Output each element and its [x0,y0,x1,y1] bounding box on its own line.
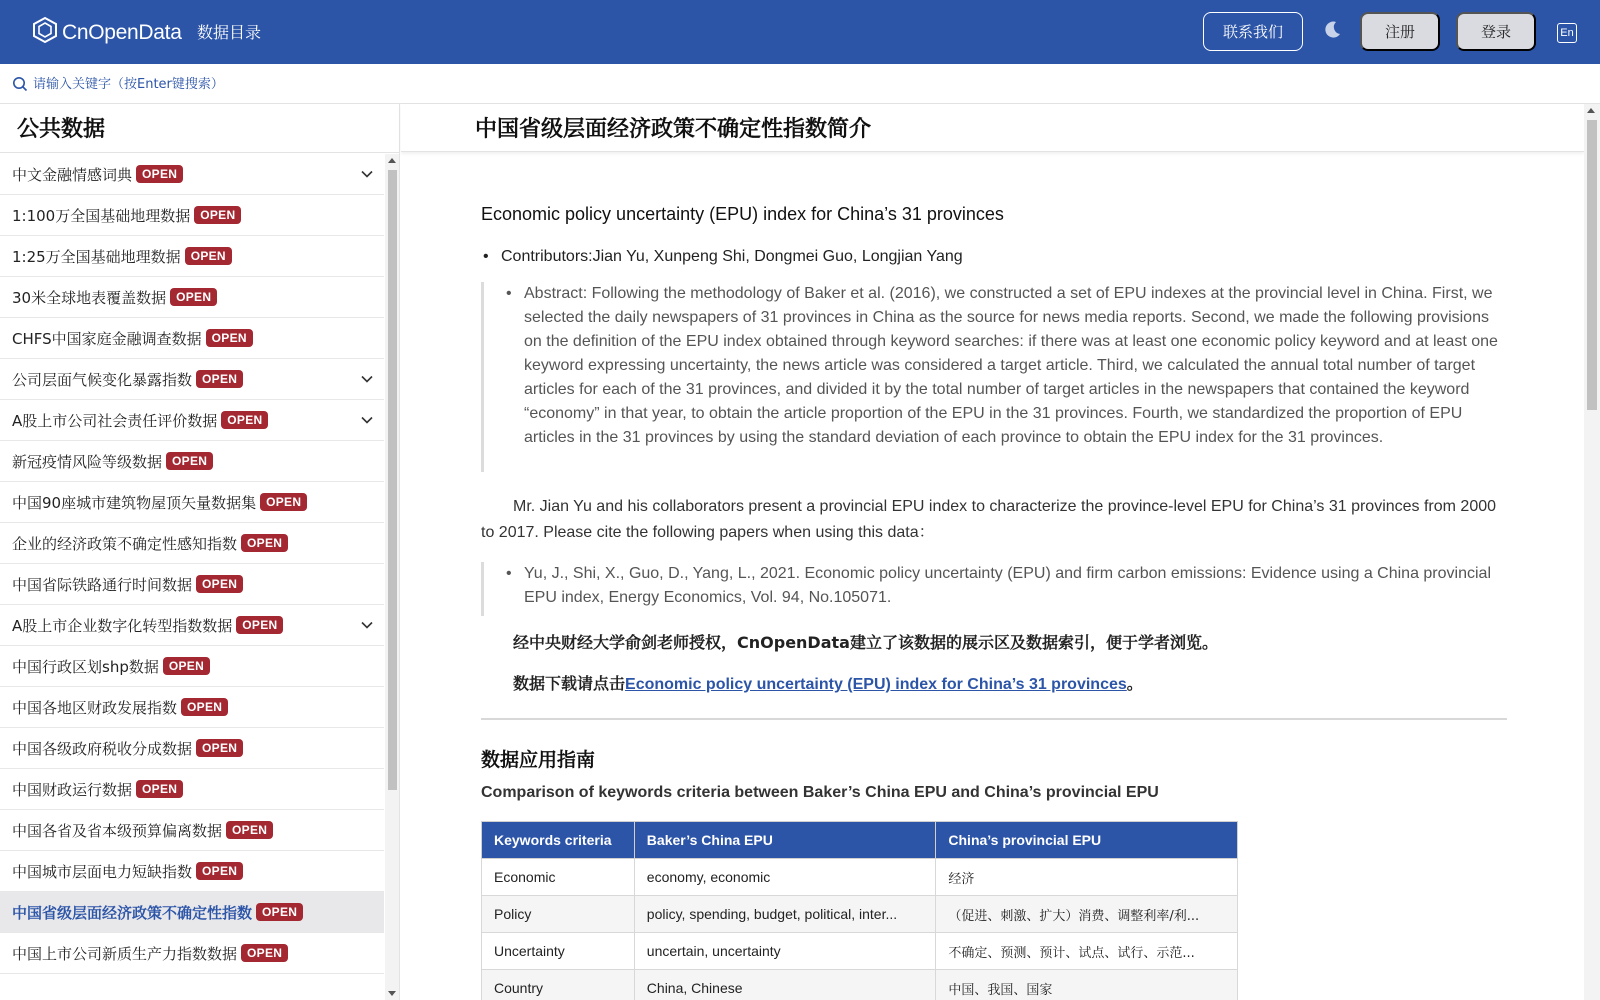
sidebar-item[interactable] [0,769,384,810]
download-link[interactable]: Economic policy uncertainty (EPU) index for China’s 31 provinces [625,676,1127,693]
column-header: China’s provincial EPU [936,822,1238,859]
sidebar-item-label: CHFS中国家庭金融调查数据 [12,329,202,348]
open-badge: OPEN [163,657,210,675]
sidebar-item[interactable] [0,892,384,933]
open-badge: OPEN [196,575,243,593]
table-cell: 中国、我国、国家 [936,970,1238,1000]
sidebar-item-label: 中国行政区划shp数据 [12,657,159,676]
contributors: • Contributors:Jian Yu, Xunpeng Shi, Dongmei Guo, Longjian Yang [501,248,963,266]
main-scrollbar[interactable] [1584,104,1600,1000]
sidebar-item-label: 中国省级层面经济政策不确定性指数 [12,903,253,922]
abstract-quote [481,282,1507,472]
sidebar-item-label: A股上市企业数字化转型指数数据 [12,616,233,635]
citation-text: Yu, J., Shi, X., Guo, D., Yang, L., 2021. Economic policy uncertainty (EPU) and firm carbon emissions: Evidence using a China provincial EPU index, Energy Economics, Vol. 94, No.105071. [524,565,1491,606]
nav-data-catalog[interactable]: 数据目录 [197,23,262,42]
open-badge: OPEN [241,534,288,552]
bullet: • [506,565,512,582]
divider [0,152,400,153]
open-badge: OPEN [170,288,217,306]
main-scroll-thumb[interactable] [1587,120,1597,410]
sidebar-item-label: 中国各地区财政发展指数 [12,698,178,717]
login-button[interactable]: 登录 [1456,12,1536,51]
sidebar-item-label: 企业的经济政策不确定性感知指数 [12,534,238,553]
contact-us-button[interactable]: 联系我们 [1203,12,1303,51]
open-badge: OPEN [260,493,307,511]
hexagon-logo-icon [32,16,58,49]
open-badge: OPEN [236,616,283,634]
sidebar-item-label: 中国90座城市建筑物屋顶矢量数据集 [12,493,257,512]
table-cell: Policy [482,896,635,933]
dark-mode-moon-icon[interactable] [1321,19,1343,46]
sidebar-item-label: 中国城市层面电力短缺指数 [12,862,193,881]
sidebar-scrollbar[interactable] [385,154,399,1000]
open-badge: OPEN [241,944,288,962]
sidebar-item-label: 中国财政运行数据 [12,780,133,799]
sidebar-item-label: 中文金融情感词典 [12,165,133,184]
sidebar-item[interactable] [0,441,384,482]
table-cell: 经济 [936,859,1238,896]
language-toggle[interactable]: En [1557,23,1577,43]
sidebar-item-label: 中国各级政府税收分成数据 [12,739,193,758]
sidebar-item[interactable] [0,523,384,564]
comparison-title: Comparison of keywords criteria between Baker’s China EPU and China’s provincial EPU [481,784,1159,801]
sidebar-item-label: 中国各省及省本级预算偏离数据 [12,821,223,840]
bullet: • [506,285,512,302]
authorization-note: 经中央财经大学俞剑老师授权，CnOpenData建立了该数据的展示区及数据索引，便于学者浏览。 [513,633,1218,652]
table-cell: （促进、刺激、扩大）消费、调整利率/利... [936,896,1238,933]
open-badge: OPEN [166,452,213,470]
table-cell: Country [482,970,635,1000]
download-suffix: 。 [1126,674,1143,693]
sidebar-item[interactable] [0,154,384,195]
table-cell: Uncertainty [482,933,635,970]
open-badge: OPEN [226,821,273,839]
sidebar-item[interactable] [0,646,384,687]
sidebar-scroll-thumb[interactable] [388,170,397,790]
open-badge: OPEN [221,411,268,429]
search-icon [12,76,28,97]
download-line [513,671,1143,694]
column-header: Keywords criteria [482,822,635,859]
sidebar-item[interactable] [0,933,384,974]
table-cell: Economic [482,859,635,896]
scroll-up-icon[interactable] [388,158,396,163]
register-button[interactable]: 注册 [1360,12,1440,51]
sidebar-item[interactable] [0,236,384,277]
sidebar-item[interactable] [0,195,384,236]
sidebar-title: 公共数据 [17,117,106,142]
sidebar-item-label: 1:25万全国基础地理数据 [12,247,181,266]
table-row [482,933,1238,970]
sidebar [0,104,400,1000]
table-row [482,859,1238,896]
open-badge: OPEN [194,206,241,224]
sidebar-item[interactable] [0,482,384,523]
sidebar-list [0,154,384,1000]
search-bar [0,64,1600,104]
table-cell: uncertain, uncertainty [634,933,936,970]
sidebar-item[interactable] [0,277,384,318]
table-row [482,896,1238,933]
sidebar-item-label: 公司层面气候变化暴露指数 [12,370,193,389]
download-prefix: 数据下载请点击 [513,674,626,693]
sidebar-item-label: 1:100万全国基础地理数据 [12,206,191,225]
table-cell: 不确定、预测、预计、试点、试行、示范... [936,933,1238,970]
open-badge: OPEN [196,862,243,880]
sidebar-item-label: 30米全球地表覆盖数据 [12,288,167,307]
description-paragraph: Mr. Jian Yu and his collaborators present a provincial EPU index to characterize the province-level EPU for China’s 31 provinces from 2000 to 2017. Please cite the following papers when using this data： [481,498,1497,541]
brand-logo[interactable] [32,16,182,49]
sidebar-item[interactable] [0,851,384,892]
open-badge: OPEN [136,780,183,798]
open-badge: OPEN [136,165,183,183]
sidebar-item[interactable] [0,605,384,646]
open-badge: OPEN [256,903,303,921]
table-row [482,970,1238,1000]
open-badge: OPEN [181,698,228,716]
article-content [481,152,1507,1000]
sidebar-item[interactable] [0,318,384,359]
search-input[interactable] [33,72,633,96]
table-cell: China, Chinese [634,970,936,1000]
article-heading: Economic policy uncertainty (EPU) index for China’s 31 provinces [481,204,1004,224]
open-badge: OPEN [196,739,243,757]
top-navbar [0,0,1600,64]
chevron-down-icon[interactable] [360,372,374,391]
sidebar-item-label: 新冠疫情风险等级数据 [12,452,163,471]
chevron-down-icon[interactable] [360,167,374,186]
chevron-down-icon[interactable] [360,618,374,637]
sidebar-item-label: 中国省际铁路通行时间数据 [12,575,193,594]
scroll-down-icon[interactable] [388,991,396,996]
sidebar-item[interactable] [0,810,384,851]
table-cell: policy, spending, budget, political, inter... [634,896,936,933]
guide-title: 数据应用指南 [481,749,596,771]
scroll-up-icon[interactable] [1587,108,1595,113]
citation-quote [481,562,1507,616]
open-badge: OPEN [185,247,232,265]
main-header [401,104,1584,152]
table-cell: economy, economic [634,859,936,896]
sidebar-item[interactable] [0,728,384,769]
sidebar-item-label: 中国上市公司新质生产力指数数据 [12,944,238,963]
sidebar-item[interactable] [0,359,384,400]
brand-name: CnOpenData [62,20,182,44]
sidebar-item[interactable] [0,400,384,441]
table-header-row [482,822,1238,859]
sidebar-item[interactable] [0,687,384,728]
divider [481,718,1507,720]
open-badge: OPEN [206,329,253,347]
sidebar-item[interactable] [0,564,384,605]
page-title: 中国省级层面经济政策不确定性指数简介 [475,117,872,142]
open-badge: OPEN [196,370,243,388]
keywords-table [481,821,1238,1000]
sidebar-item-label: A股上市公司社会责任评价数据 [12,411,218,430]
abstract-text: Abstract: Following the methodology of Baker et al. (2016), we constructed a set of EPU indexes at the provincial level in China. First, we selected the daily newspapers of 31 provinces in China as the source for news media reports. Second, we made the following provisions on the definition of the EPU index obtained through keyword searches: if there was at least one economic policy keyword and at least one keyword expressing uncertainty, the news article was considered a target article. Third, we calculated the annual total number of target articles for each of the 31 provinces, and divided it by the total number of target articles in the newspapers that contained the keyword “economy” in that year, to obtain the article proportion of the EPU in the 31 provinces. Fourth, we standardized the proportion of EPU articles in the 31 provinces by using the standard deviation of each province to obtain the EPU index for the 31 provinces. [524,285,1498,446]
column-header: Baker’s China EPU [634,822,936,859]
chevron-down-icon[interactable] [360,413,374,432]
